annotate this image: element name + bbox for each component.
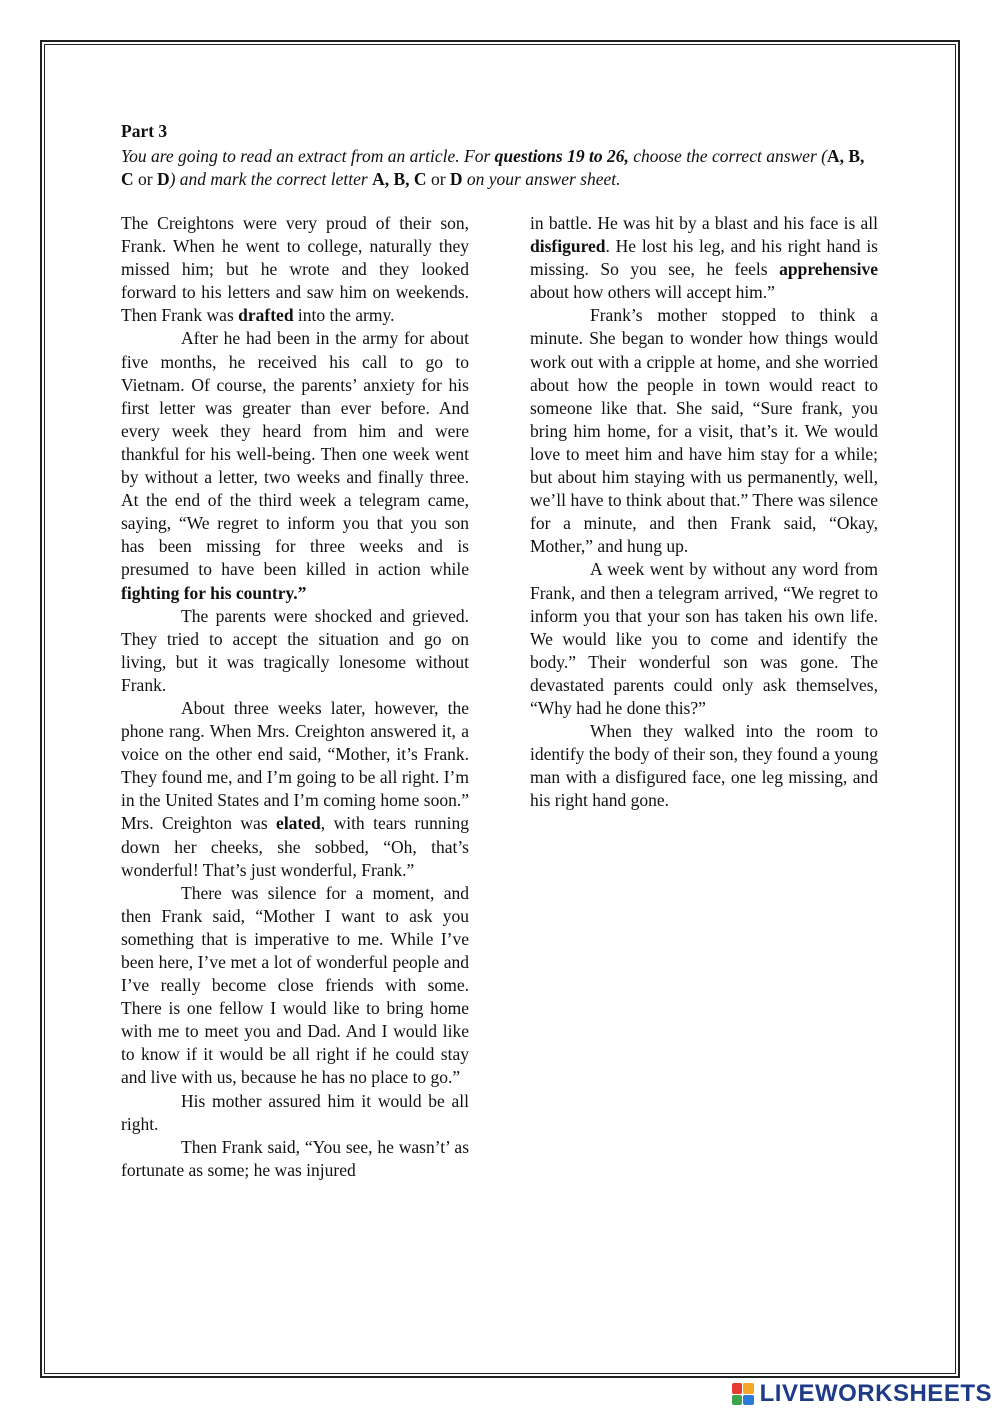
instructions-text-6: on your answer sheet. (462, 169, 621, 189)
paragraph-7: Then Frank said, “You see, he wasn’t’ as fortunate as some; he was injured (121, 1136, 469, 1180)
paragraph-10: A week went by without any word from Frank, and then a telegram arrived, “We regret to inform you that your son has taken his own life. We would like you to come and identify the body.” Their wonderful son was gone. The devastated parents could only ask themselves, “Why had he done this?” (530, 559, 878, 718)
p8-text-c: . He lost his leg, and his right hand is missing. So you see, he feels (530, 236, 878, 280)
liveworksheets-logo-icon (732, 1383, 754, 1405)
instructions-text-2: choose the correct answer ( (628, 146, 827, 166)
keyword-fighting-for-his-country: fighting for his country.” (121, 582, 307, 603)
instructions-text-5: or (426, 169, 450, 189)
logo-square-4 (743, 1395, 754, 1406)
paragraph-3: The parents were shocked and grieved. They tried to accept the situation and go on living, but it was tragically lonesome without Frank. (121, 605, 469, 695)
keyword-elated: elated (276, 813, 321, 834)
p1-text-a: The Creightons were very proud of their son, Frank. When he went to college, naturally they missed him; but he wrote and they looked forward to his letters and saw him on weekends. Then Frank was (121, 213, 469, 326)
logo-square-2 (743, 1383, 754, 1394)
instructions-option-d-1: D (156, 169, 170, 189)
article-column-right (530, 212, 878, 812)
instructions (121, 145, 881, 191)
keyword-apprehensive: apprehensive (779, 259, 878, 280)
paragraph-2 (121, 327, 469, 604)
p4-text-c: , with tears running down her cheeks, she sobbed, “Oh, that’s wonderful! That’s just wonderful, Frank.” (121, 813, 469, 880)
keyword-drafted: drafted (238, 305, 294, 326)
instructions-text-4: ) and mark the correct letter (169, 169, 373, 189)
article-column-left (121, 212, 469, 1182)
instructions-questions: questions 19 to 26, (494, 146, 629, 166)
paragraph-4 (121, 697, 469, 882)
instructions-options-2: A, B, C (372, 169, 427, 189)
paragraph-8 (530, 212, 878, 304)
paragraph-11: When they walked into the room to identify the body of their son, they found a young man with a disfigured face, one leg missing, and his right hand gone. (530, 721, 878, 811)
paragraph-1 (121, 212, 469, 327)
part-heading: Part 3 (121, 121, 168, 141)
instructions-options-1: A, B, C (121, 146, 865, 189)
liveworksheets-logo (732, 1381, 992, 1407)
p2-text-a: After he had been in the army for about five months, he received his call to go to Vietnam. Of course, the parents’ anxiety for his first letter was greater than ever before. And every week they heard from him and were thankful for his well-being. Then one week went by without a letter, two weeks and finally three. At the end of the third week a telegram came, saying, “We regret to inform you that you son has been missing for three weeks and is presumed to have been killed in action while (121, 328, 469, 580)
instructions-text-1: You are going to read an extract from an article. For (121, 146, 495, 166)
keyword-disfigured: disfigured (530, 236, 606, 257)
liveworksheets-logo-text: LIVEWORKSHEETS (759, 1380, 992, 1407)
logo-square-3 (732, 1395, 743, 1406)
p8-text-a: in battle. He was hit by a blast and his face is all (530, 213, 878, 233)
p8-text-e: about how others will accept him.” (530, 282, 775, 303)
p1-text-c: into the army. (293, 305, 395, 326)
instructions-option-d-2: D (449, 169, 463, 189)
paragraph-6: His mother assured him it would be all right. (121, 1090, 469, 1134)
paragraph-9: Frank’s mother stopped to think a minute. She began to wonder how things would work out with a cripple at home, and she worried about how the people in town would react to someone like that. She said, “Sure frank, you bring him home, for a visit, that’s it. We would love to meet him and have him stay for a while; but about him staying with us permanently, well, we’ll have to think about that.” There was silence for a minute, and then Frank said, “Okay, Mother,” and hung up. (530, 305, 878, 557)
paragraph-5: There was silence for a moment, and then Frank said, “Mother I want to ask you something that is imperative to me. While I’ve been here, I’ve met a lot of wonderful people and I’ve really become close friends with some. There is one fellow I would like to bring home with me to meet you and Dad. And I would like to know if it would be all right if he could stay and live with us, because he has no place to go.” (121, 882, 469, 1088)
logo-square-1 (732, 1383, 743, 1394)
p4-text-a: About three weeks later, however, the phone rang. When Mrs. Creighton answered it, a voice on the other end said, “Mother, it’s Frank. They found me, and I’m going to be all right. I’m in the United States and I’m coming home soon.” Mrs. Creighton was (121, 697, 469, 834)
instructions-text-3: or (133, 169, 157, 189)
